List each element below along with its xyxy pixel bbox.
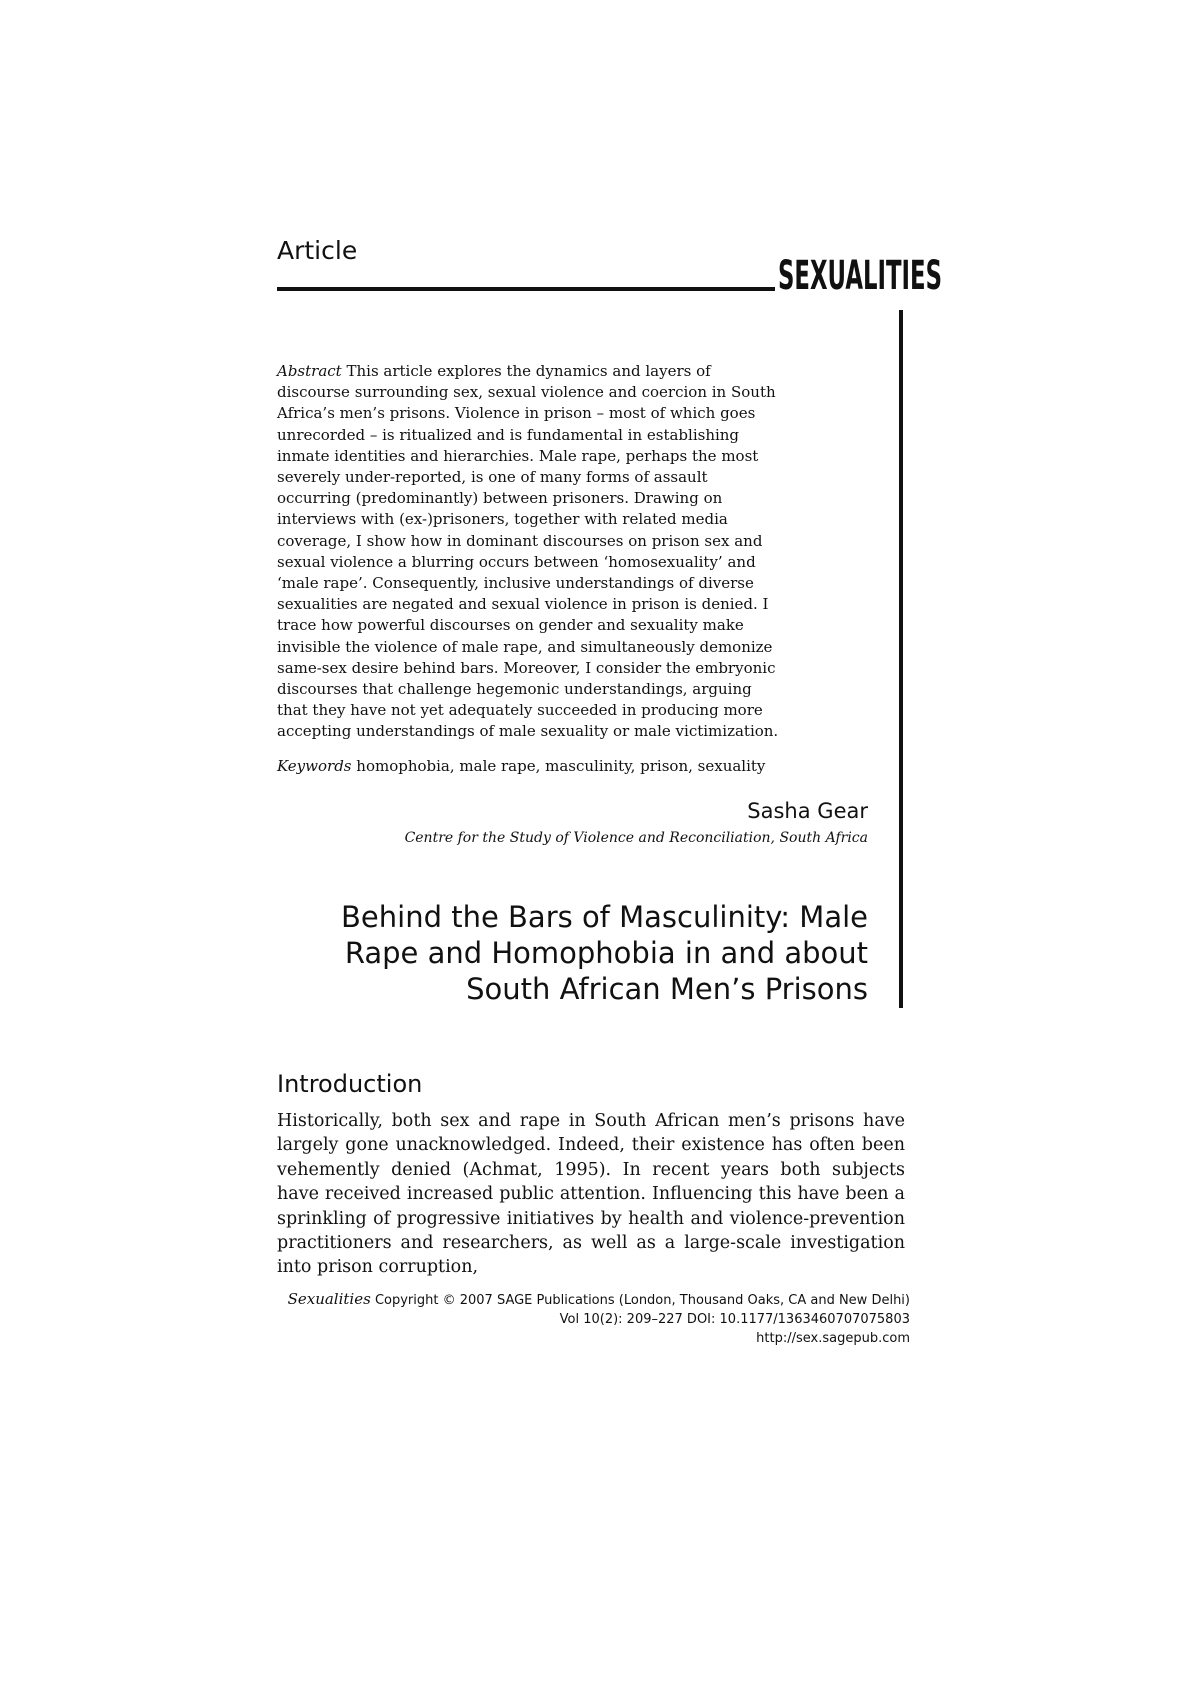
footer-url[interactable]: http://sex.sagepub.com xyxy=(756,1331,910,1346)
footer-journal-name: Sexualities xyxy=(287,1290,371,1308)
footer-volume: Vol 10(2): 209–227 DOI: 10.1177/1363460707075803 xyxy=(559,1312,910,1327)
footer-copyright: Copyright © 2007 SAGE Publications (London, Thousand Oaks, CA and New Delhi) xyxy=(374,1293,910,1308)
article-title xyxy=(308,899,868,1007)
keywords-text: homophobia, male rape, masculinity, prison, sexuality xyxy=(356,757,766,775)
abstract-text: This article explores the dynamics and layers of discourse surrounding sex, sexual violence and coercion in South Africa’s men’s prisons. Violence in prison – most of which goes unrecorded – is ritualized and is fundamental in establishing inmate identities and hierarchies. Male rape, perhaps the most severely under-reported, is one of many forms of assault occurring (predominantly) between prisoners. Drawing on interviews with (ex-)prisoners, together with related media coverage, I show how in dominant discourses on prison sex and sexual violence a blurring occurs between ‘homosexuality’ and ‘male rape’. Consequently, inclusive understandings of diverse sexualities are negated and sexual violence in prison is denied. I trace how powerful discourses on gender and sexuality make invisible the violence of male rape, and simultaneously demonize same-sex desire behind bars. Moreover, I consider the embryonic discourses that challenge hegemonic understandings, arguing that they have not yet adequately succeeded in producing more accepting understandings of male sexuality or male victimization. xyxy=(277,362,779,741)
abstract xyxy=(277,361,782,743)
author-affiliation: Centre for the Study of Violence and Reconciliation, South Africa xyxy=(404,830,868,846)
introduction-heading: Introduction xyxy=(277,1070,423,1098)
keywords xyxy=(277,756,837,776)
journal-logo-text: SEXUALITIES xyxy=(778,252,942,300)
header-rule xyxy=(277,287,782,291)
article-title-line: Rape and Homophobia in and about xyxy=(344,936,868,970)
author-name: Sasha Gear xyxy=(747,799,868,823)
keywords-label: Keywords xyxy=(277,757,352,775)
journal-logo xyxy=(775,243,945,303)
introduction-body: Historically, both sex and rape in South African men’s prisons have largely gone unacknowledged. Indeed, their existence has often been vehemently denied (Achmat, 1995). In recent years both subjects have received increased public attention. Influencing this have been a sprinkling of progressive initiatives by health and violence-prevention practitioners and researchers, as well as a large-scale investigation into prison corruption, xyxy=(277,1111,905,1278)
article-title-line: Behind the Bars of Masculinity: Male xyxy=(341,900,868,934)
abstract-label: Abstract xyxy=(277,362,342,380)
footer-line xyxy=(288,1290,910,1310)
footer xyxy=(288,1290,910,1348)
section-label: Article xyxy=(277,236,358,265)
side-rule xyxy=(899,310,903,1008)
article-title-line: South African Men’s Prisons xyxy=(466,972,868,1006)
